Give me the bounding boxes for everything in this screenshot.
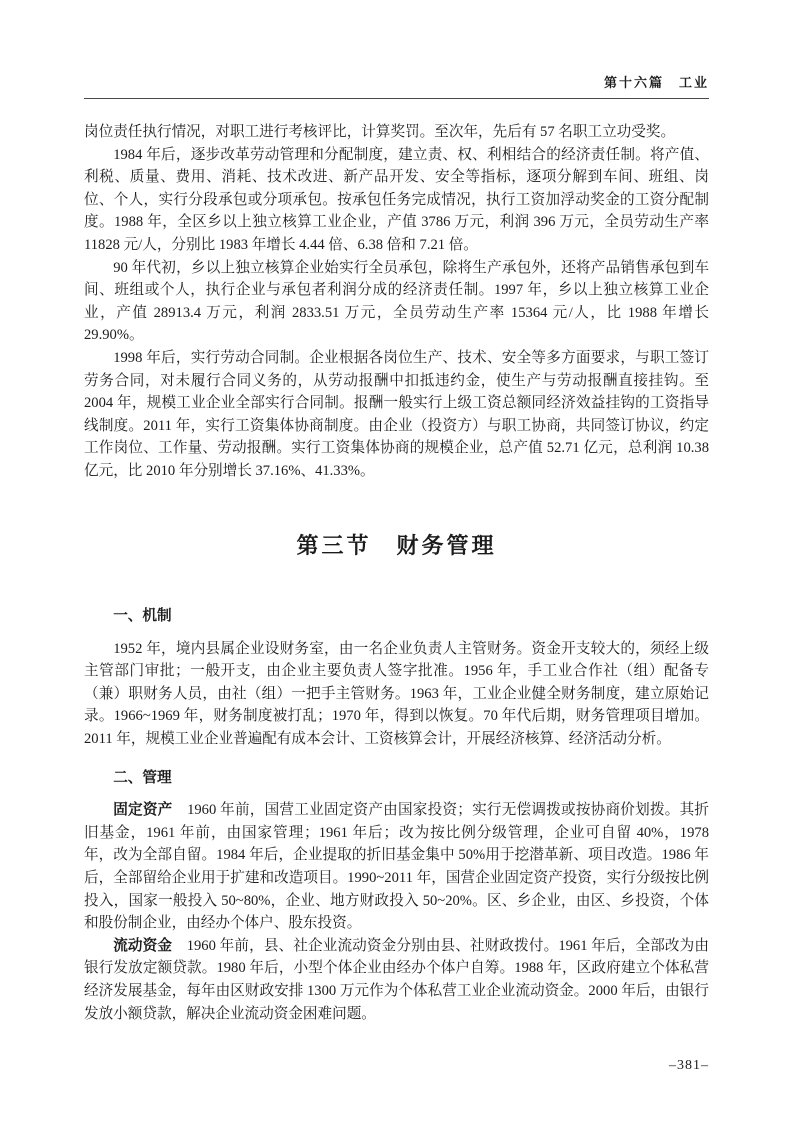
- paragraph: 1984 年后，逐步改革劳动管理和分配制度，建立责、权、利相结合的经济责任制。将产值、利税、质量、费用、消耗、技术改进、新产品开发、安全等指标，逐项分解到车间、班组、岗位、个人，实行分段承包或分项承包。按承包任务完成情况，执行工资加浮动奖金的工资分配制度。1988 年，全区乡以上独立核算工业企业，产值 3786 万元，利润 396 万元，全员劳动生产率 11828 元/人，分别比 1983 年增长 4.44 倍、6.38 倍和 7.21 倍。: [84, 146, 709, 253]
- chapter-title: 第十六篇 工业: [603, 75, 709, 90]
- paragraph-fixed-assets: [84, 799, 709, 935]
- paragraph-working-capital: [84, 935, 709, 1025]
- body-text: [84, 121, 709, 1025]
- page-number: –381–: [669, 1058, 709, 1073]
- paragraph-text: 1960 年前，国营工业固定资产由国家投资；实行无偿调拨或按协商价划拨。其折旧基金，1961 年前，由国家管理；1961 年后；改为按比例分级管理，企业可自留 40%，1978 年，改为全部自留。1984 年后，企业提取的折旧基金集中 50%用于挖潜革新、项目改造。1986 年后，全部留给企业用于扩建和改造项目。1990~2011 年，国营企业固定资产投资，实行分级按比例投入，国家一般投入 50~80%，企业、地方财政投入 50~20%。区、乡企业，由区、乡投资，个体和股份制企业，由经办个体户、股东投资。: [84, 802, 709, 932]
- paragraph: 1998 年后，实行劳动合同制。企业根据各岗位生产、技术、安全等多方面要求，与职工签订劳务合同，对未履行合同义务的，从劳动报酬中扣抵违约金，使生产与劳动报酬直接挂钩。至 2004 年，规模工业企业全部实行合同制。报酬一般实行上级工资总额同经济效益挂钩的工资指导线制度。2011 年，实行工资集体协商制度。由企业（投资方）与职工协商，共同签订协议，约定工作岗位、工作量、劳动报酬。实行工资集体协商的规模企业，总产值 52.71 亿元，总利润 10.38 亿元，比 2010 年分别增长 37.16%、41.33%。: [84, 349, 709, 479]
- paragraph: 1952 年，境内县属企业设财务室，由一名企业负责人主管财务。资金开支较大的，须经上级主管部门审批；一般开支，由企业主要负责人签字批准。1956 年，手工业合作社（组）配备专（兼）职财务人员，由社（组）一把手主管财务。1963 年，工业企业健全财务制度，建立原始记录。1966~1969 年，财务制度被打乱；1970 年，得到以恢复。70 年代后期，财务管理项目增加。2011 年，规模工业企业普遍配有成本会计、工资核算会计，开展经济核算、经济活动分析。: [84, 640, 709, 748]
- paragraph-lead-working-capital: 流动资金: [113, 937, 173, 954]
- subsection-heading-mechanism: 一、机制: [113, 608, 172, 625]
- paragraph-continuation: 岗位责任执行情况，对职工进行考核评比，计算奖罚。至次年，先后有 57 名职工立功受奖。: [84, 124, 676, 140]
- paragraph-lead-fixed-assets: 固定资产: [113, 802, 173, 819]
- section-title: 第三节 财务管理: [296, 532, 497, 558]
- paragraph: 90 年代初，乡以上独立核算企业始实行全员承包，除将生产承包外，还将产品销售承包到车间、班组或个人，执行企业与承包者利润分成的经济责任制。1997 年，乡以上独立核算工业企业，产值 28913.4 万元，利润 2833.51 万元，全员劳动生产率 15364 元/人，比 1988 年增长 29.90%。: [84, 259, 709, 344]
- paragraph-text: 1960 年前，县、社企业流动资金分别由县、社财政拨付。1961 年后，全部改为由银行发放定额贷款。1980 年后，小型个体企业由经办个体户自筹。1988 年，区政府建立个体私营经济发展基金，每年由区财政安排 1300 万元作为个体私营工业企业流动资金。2000 年后，由银行发放小额贷款，解决企业流动资金困难问题。: [84, 937, 709, 1022]
- subsection-heading-management: 二、管理: [113, 769, 172, 786]
- page-header: [84, 72, 709, 99]
